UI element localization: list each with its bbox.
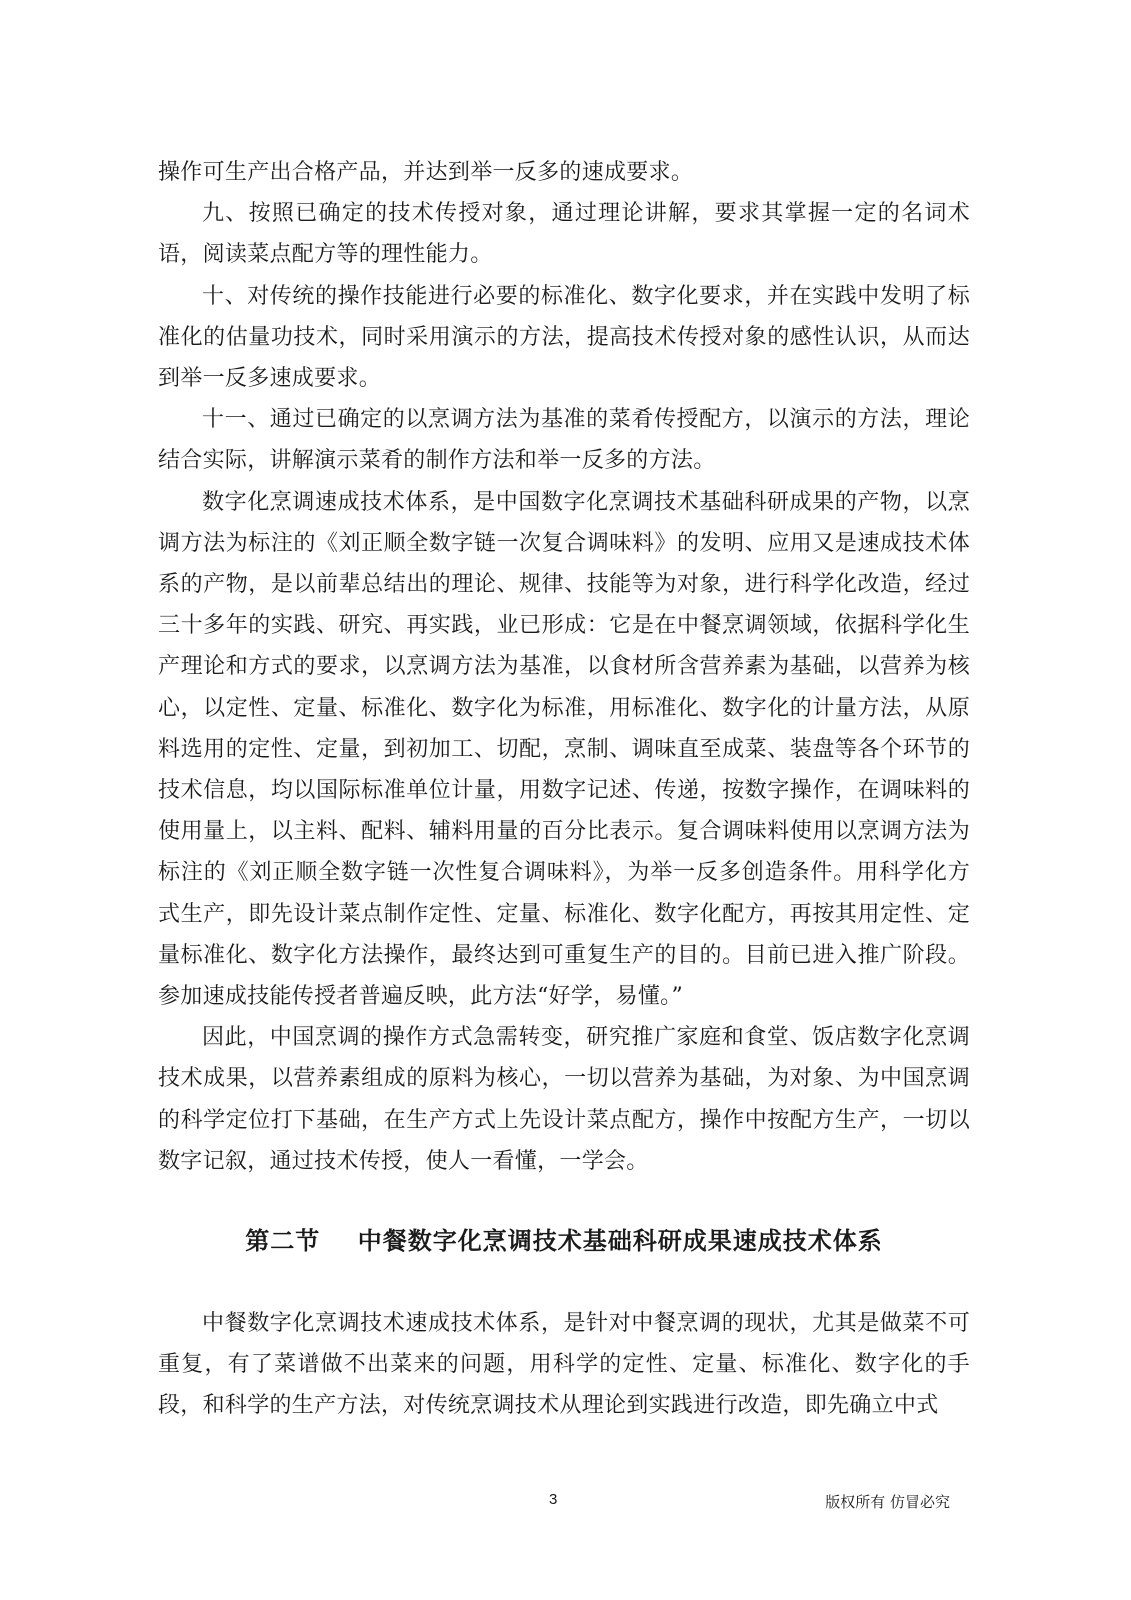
paragraph-conclusion: 因此，中国烹调的操作方式急需转变，研究推广家庭和食堂、饭店数字化烹调技术成果，以营养素组成的原料为核心，一切以营养为基础，为对象、为中国烹调的科学定位打下基础，在生产方式上先设计菜点配方，操作中按配方生产，一切以数字记叙，通过技术传授，使人一看懂，一学会。 bbox=[158, 1025, 970, 1174]
paragraph-item-eleven: 十一、通过已确定的以烹调方法为基准的菜肴传授配方，以演示的方法，理论结合实际，讲解演示菜肴的制作方法和举一反多的方法。 bbox=[158, 407, 970, 474]
body-text-bottom bbox=[158, 1303, 970, 1427]
paragraph-system-description: 数字化烹调速成技术体系，是中国数字化烹调技术基础科研成果的产物，以烹调方法为标注的《刘正顺全数字链一次复合调味料》的发明、应用又是速成技术体系的产物，是以前辈总结出的理论、规律、技能等为对象，进行科学化改造，经过三十多年的实践、研究、再实践，业已形成：它是在中餐烹调领域，依据科学化生产理论和方式的要求，以烹调方法为基准，以食材所含营养素为基础，以营养为核心，以定性、定量、标准化、数字化为标准，用标准化、数字化的计量方法，从原料选用的定性、定量，到初加工、切配，烹制、调味直至成菜、装盘等各个环节的技术信息，均以国际标准单位计量，用数字记述、传递，按数字操作，在调味料的使用量上，以主料、配料、辅料用量的百分比表示。复合调味料使用以烹调方法为标注的《刘正顺全数字链一次性复合调味料》，为举一反多创造条件。用科学化方式生产，即先设计菜点制作定性、定量、标准化、数字化配方，再按其用定性、定量标准化、数字化方法操作，最终达到可重复生产的目的。目前已进入推广阶段。参加速成技能传授者普遍反映，此方法“好学，易懂。” bbox=[158, 489, 970, 1010]
body-text-top bbox=[158, 152, 970, 1182]
paragraph-item-ten: 十、对传统的操作技能进行必要的标准化、数字化要求，并在实践中发明了标准化的估量功技术，同时采用演示的方法，提高技术传授对象的感性认识，从而达到举一反多速成要求。 bbox=[158, 283, 970, 392]
page-number: 3 bbox=[549, 1491, 558, 1508]
section-heading: 第二节 中餐数字化烹调技术基础科研成果速成技术体系 bbox=[245, 1227, 883, 1255]
paragraph-item-nine: 九、按照已确定的技术传授对象，通过理论讲解，要求其掌握一定的名词术语，阅读菜点配方等的理性能力。 bbox=[158, 201, 970, 268]
paragraph-section-intro: 中餐数字化烹调技术速成技术体系，是针对中餐烹调的现状，尤其是做菜不可重复，有了菜谱做不出菜来的问题，用科学的定性、定量、标准化、数字化的手段，和科学的生产方法，对传统烹调技术从理论到实践进行改造，即先确立中式 bbox=[158, 1311, 970, 1419]
paragraph-continuation: 操作可生产出合格产品，并达到举一反多的速成要求。 bbox=[158, 160, 694, 185]
page-footer bbox=[0, 1491, 1131, 1515]
copyright-notice: 版权所有 仿冒必究 bbox=[825, 1493, 950, 1511]
